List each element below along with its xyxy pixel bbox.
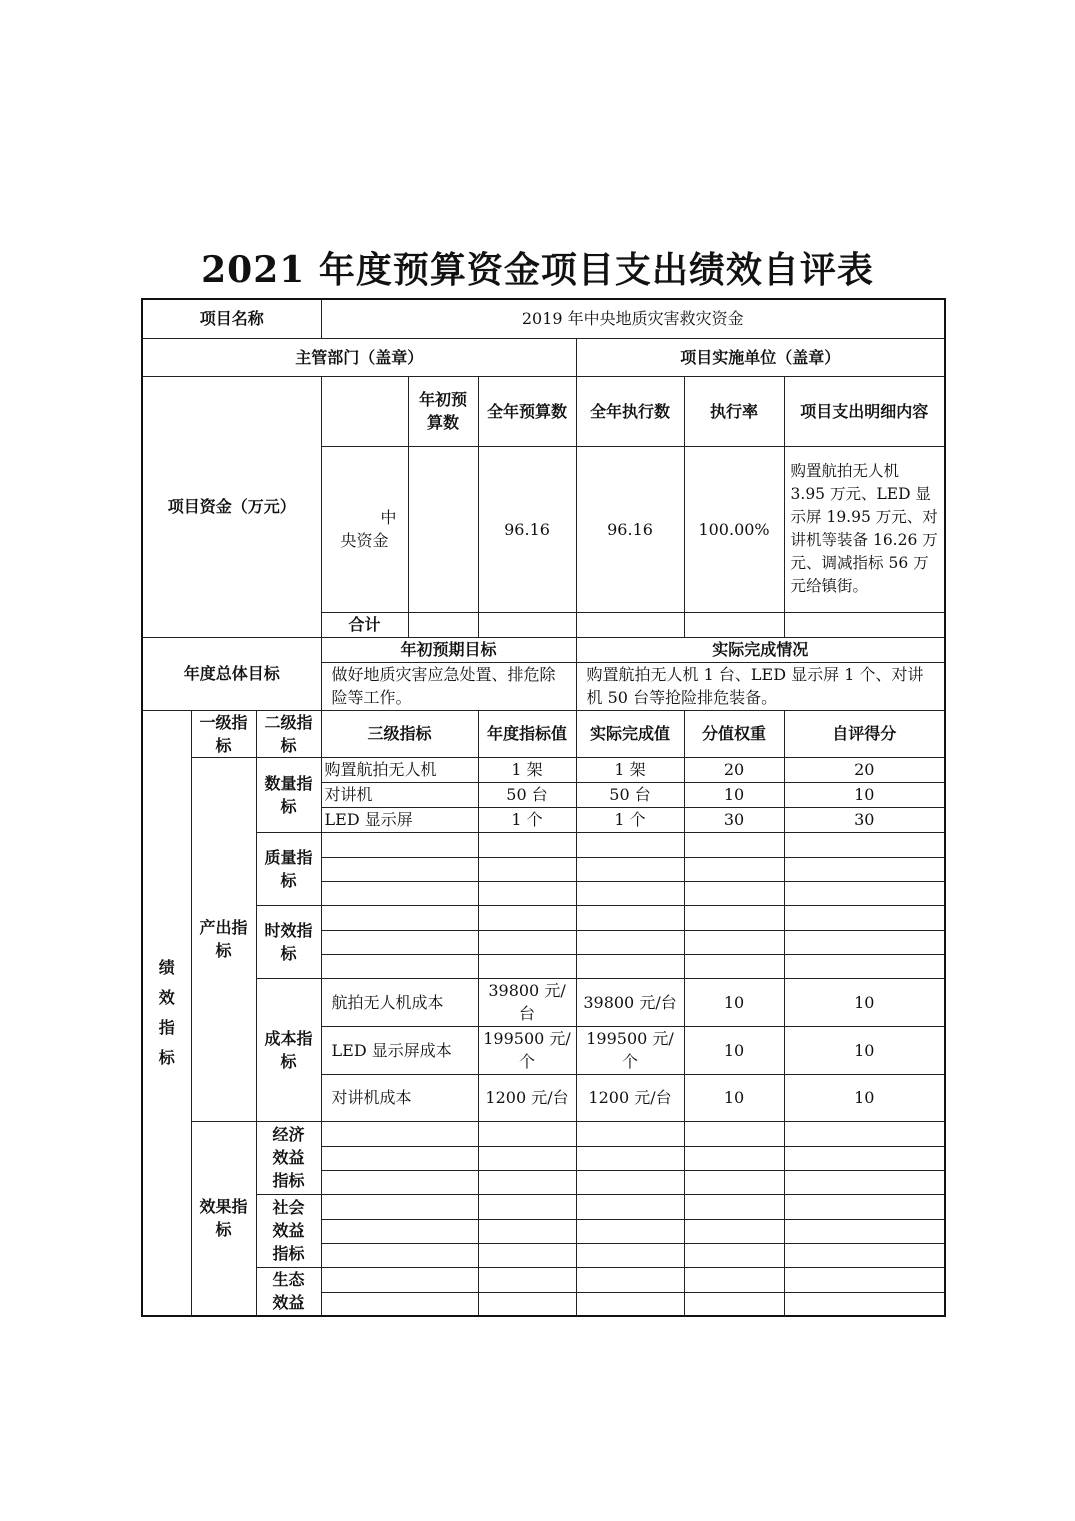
dept-label: 主管部门（盖章） [142,338,576,376]
funds-label: 项目资金（万元） [142,376,321,637]
indicator-weight: 10 [684,1026,784,1074]
indicator-name: 对讲机 [321,782,478,807]
level3-header: 三级指标 [321,710,478,757]
project-name-value: 2019 年中央地质灾害救灾资金 [321,299,945,338]
indicator-target: 1 架 [478,757,576,782]
funds-header-detail: 项目支出明细内容 [784,376,945,446]
indicator-score: 10 [784,1026,945,1074]
indicator-name: 航拍无人机成本 [321,978,478,1026]
indicator-target: 50 台 [478,782,576,807]
ecological-benefit-label: 生态效益 [256,1267,321,1316]
central-rate: 100.00% [684,446,784,612]
funds-header-rate: 执行率 [684,376,784,446]
indicator-weight: 20 [684,757,784,782]
annual-goal-label: 年度总体目标 [142,637,321,710]
indicator-target: 1 个 [478,807,576,832]
output-indicators-label: 产出指标 [191,757,256,1121]
target-header: 年度指标值 [478,710,576,757]
indicator-weight: 30 [684,807,784,832]
indicator-actual: 1 架 [576,757,684,782]
unit-label: 项目实施单位（盖章） [576,338,945,376]
quantity-indicators-label: 数量指标 [256,757,321,832]
indicator-actual: 1200 元/台 [576,1074,684,1121]
indicator-score: 30 [784,807,945,832]
effect-indicators-label: 效果指标 [191,1121,256,1316]
cost-indicators-label: 成本指标 [256,978,321,1121]
indicator-name: 购置航拍无人机 [321,757,478,782]
central-executed: 96.16 [576,446,684,612]
indicator-actual: 199500 元/个 [576,1026,684,1074]
indicator-actual: 1 个 [576,807,684,832]
level1-header: 一级指标 [191,710,256,757]
expected-goal-text: 做好地质灾害应急处置、排危除险等工作。 [321,662,576,710]
economic-benefit-label: 经济效益指标 [256,1121,321,1194]
project-name-label: 项目名称 [142,299,321,338]
level2-header: 二级指标 [256,710,321,757]
score-header: 自评得分 [784,710,945,757]
actual-goal-text: 购置航拍无人机 1 台、LED 显示屏 1 个、对讲机 50 台等抢险排危装备。 [576,662,945,710]
indicator-weight: 10 [684,978,784,1026]
indicator-score: 10 [784,978,945,1026]
indicator-actual: 39800 元/台 [576,978,684,1026]
actual-goal-header: 实际完成情况 [576,637,945,662]
weight-header: 分值权重 [684,710,784,757]
indicator-target: 39800 元/台 [478,978,576,1026]
timeliness-indicators-label: 时效指标 [256,905,321,978]
funds-header-blank [321,376,408,446]
indicator-target: 1200 元/台 [478,1074,576,1121]
central-full-year: 96.16 [478,446,576,612]
social-benefit-label: 社会效益指标 [256,1194,321,1267]
indicator-name: LED 显示屏 [321,807,478,832]
indicator-score: 10 [784,1074,945,1121]
actual-header: 实际完成值 [576,710,684,757]
indicator-score: 20 [784,757,945,782]
indicator-weight: 10 [684,1074,784,1121]
page-title: 2021 年度预算资金项目支出绩效自评表 [201,249,874,291]
quality-indicators-label: 质量指标 [256,832,321,905]
funds-header-full-year: 全年预算数 [478,376,576,446]
performance-indicators-label: 绩效指标 [142,710,191,1316]
total-label: 合计 [321,612,408,637]
indicator-name: 对讲机成本 [321,1074,478,1121]
indicator-target: 199500 元/个 [478,1026,576,1074]
indicator-weight: 10 [684,782,784,807]
funds-header-executed: 全年执行数 [576,376,684,446]
central-initial [408,446,478,612]
expected-goal-header: 年初预期目标 [321,637,576,662]
indicator-name: LED 显示屏成本 [321,1026,478,1074]
central-detail: 购置航拍无人机 3.95 万元、LED 显示屏 19.95 万元、对讲机等装备 16.26 万元、调减指标 56 万元给镇街。 [784,446,945,612]
central-funds-label: 中 央资金 [321,446,408,612]
indicator-actual: 50 台 [576,782,684,807]
performance-table [141,298,946,1317]
funds-header-initial: 年初预算数 [408,376,478,446]
indicator-score: 10 [784,782,945,807]
